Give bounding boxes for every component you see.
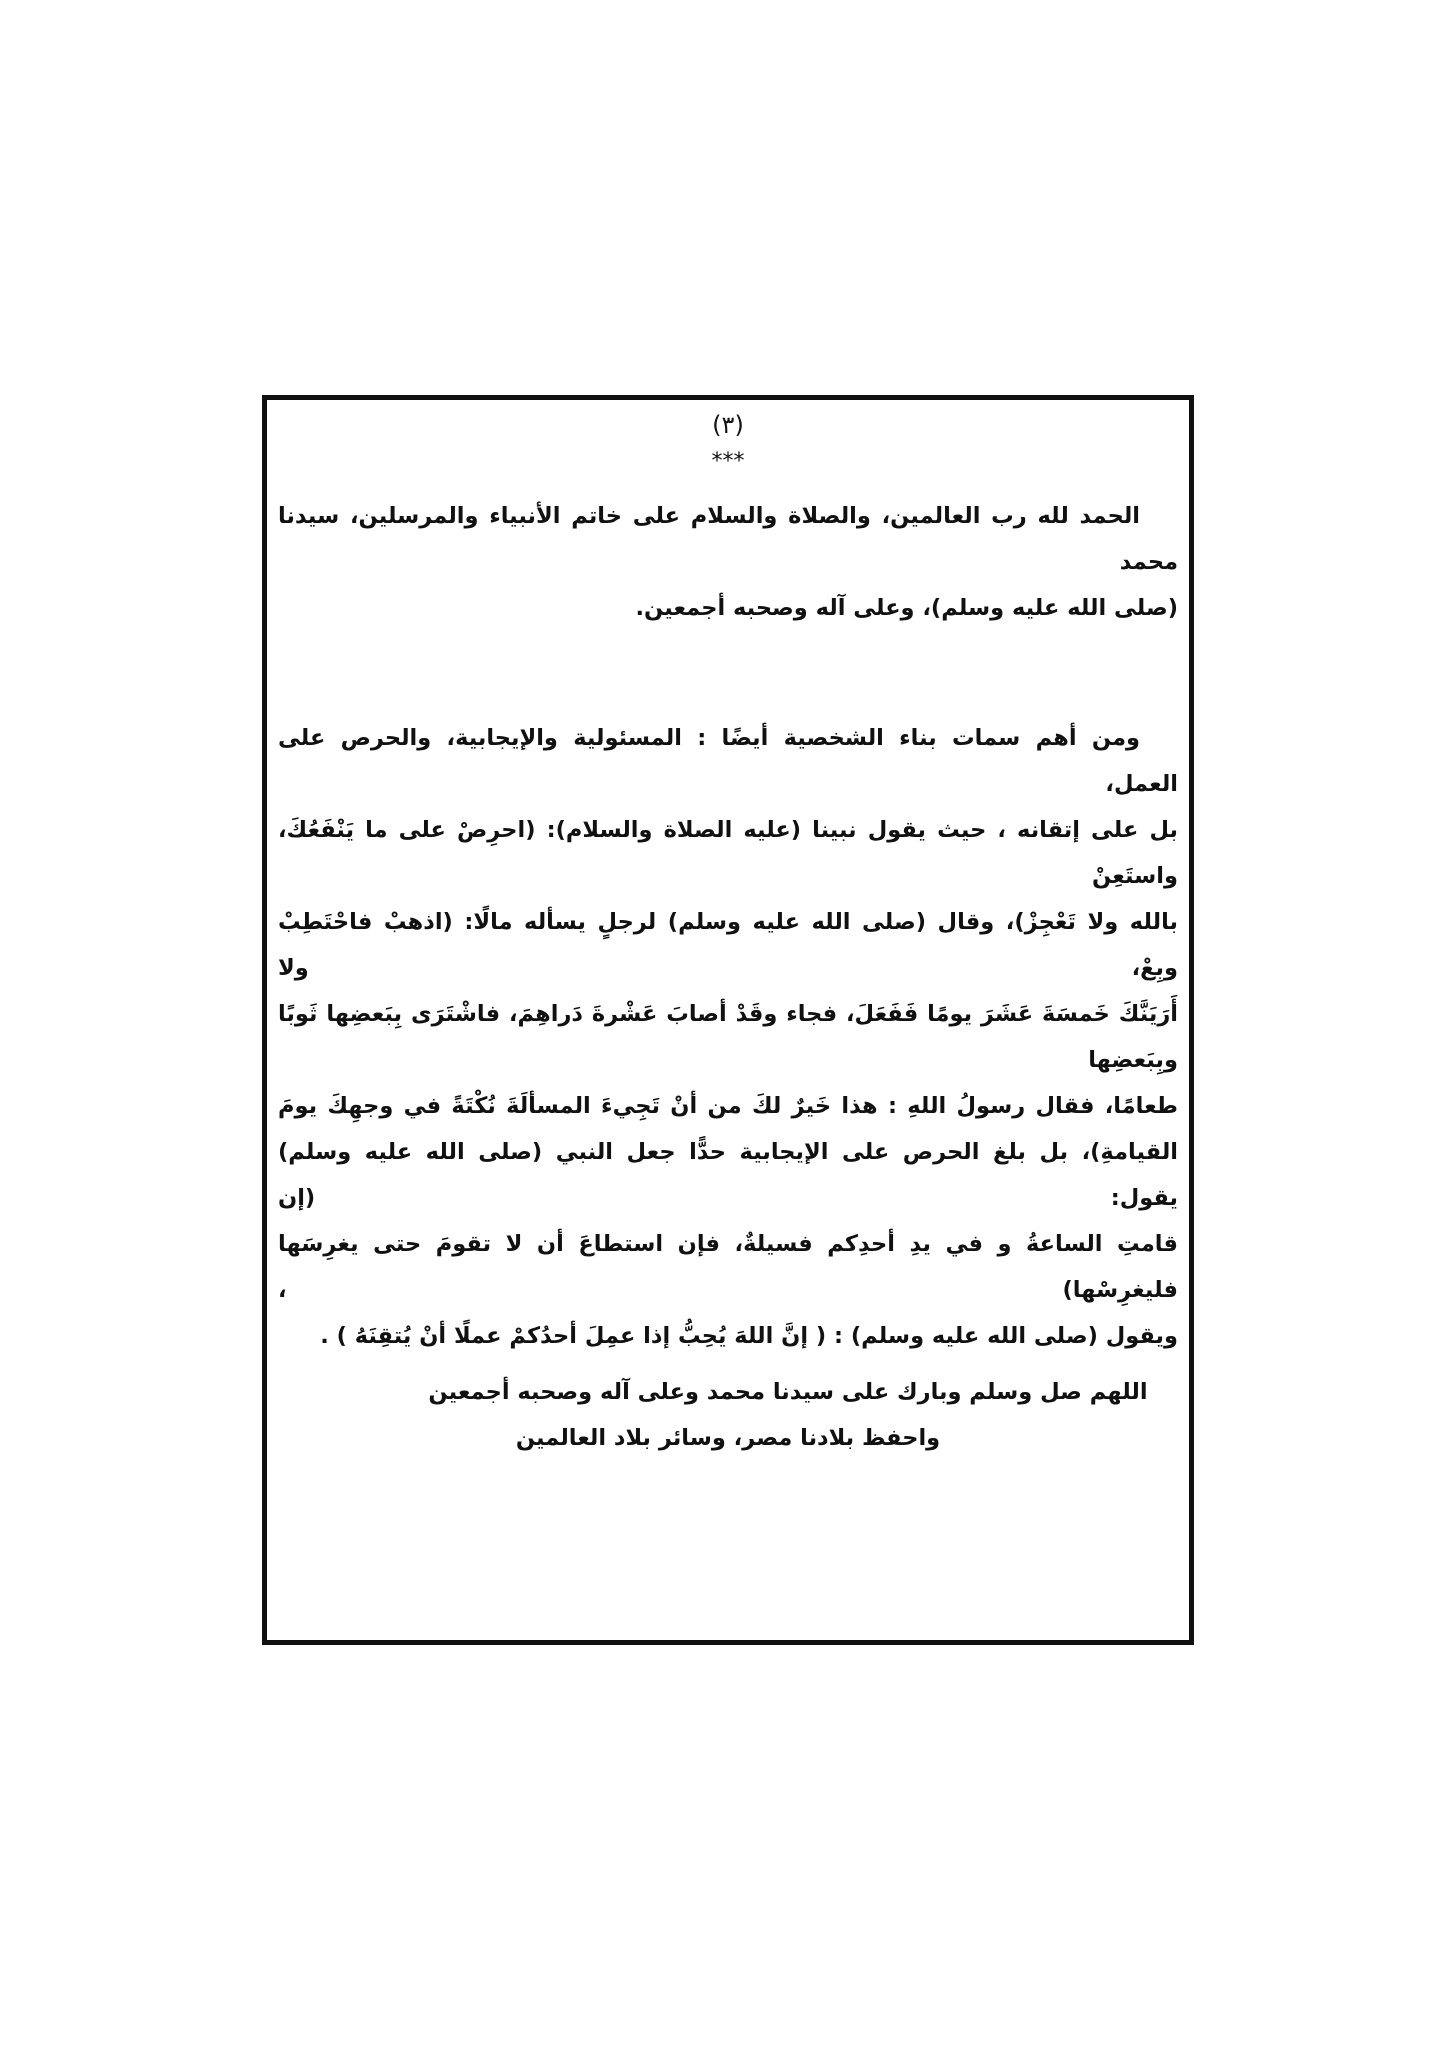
body-line-6: القيامةِ)، بل بلغ الحرص على الإيجابية حدًّا جعل النبي (صلى الله عليه وسلم) يقول: (إن [278,1139,1178,1211]
body-line-8: ويقول (صلى الله عليه وسلم) : ( إنَّ اللهَ يُحِبُّ إذا عمِلَ أحدُكمْ عملًا أنْ يُتقِنَهُ ) . [320,1323,1178,1349]
page-number: (٣) [712,411,744,439]
intro-line-2: (صلى الله عليه وسلم)، وعلى آله وصحبه أجمعين. [635,595,1178,621]
intro-line-1: الحمد لله رب العالمين، والصلاة والسلام على خاتم الأنبياء والمرسلين، سيدنا محمد [278,503,1178,575]
body-paragraph [278,715,1178,1359]
body-line-7: قامتِ الساعةُ و في يدِ أحدِكم فسيلةٌ، فإن استطاعَ أن لا تقومَ حتى يغرِسَها فليغرِسْها) ، [278,1231,1178,1303]
closing-prayer [278,1369,1178,1461]
section-separator: *** [711,449,745,474]
body-line-4: أَرَيَنَّكَ خَمسَةَ عَشَرَ يومًا فَفَعَلَ، فجاء وقَدْ أصابَ عَشْرةَ دَراهِمَ، فاشْتَرَى بِبَعضِها ثَوبًا وبِبَعضِها [278,1001,1178,1073]
closing-line-2: واحفظ بلادنا مصر، وسائر بلاد العالمين [515,1425,941,1451]
closing-line-1: اللهم صل وسلم وبارك على سيدنا محمد وعلى آله وصحبه أجمعين [428,1379,1148,1405]
body-line-3: بالله ولا تَعْجِزْ)، وقال (صلى الله عليه وسلم) لرجلٍ يسأله مالًا: (اذهبْ فاحْتَطِبْ وبِعْ، ولا [278,909,1178,981]
body-line-1: ومن أهم سمات بناء الشخصية أيضًا : المسئولية والإيجابية، والحرص على العمل، [278,725,1178,797]
body-line-2: بل على إتقانه ، حيث يقول نبينا (عليه الصلاة والسلام): (احرِصْ على ما يَنْفَعُكَ، واستَعِنْ [278,817,1178,889]
document-body [278,405,1178,1461]
paragraph-gap [278,631,1178,677]
body-line-5: طعامًا، فقال رسولُ اللهِ : هذا خَيرٌ لكَ من أنْ تَجِيءَ المسألَةَ نُكْتَةً في وجهِكَ يومَ [278,1093,1178,1119]
intro-paragraph [278,493,1178,631]
